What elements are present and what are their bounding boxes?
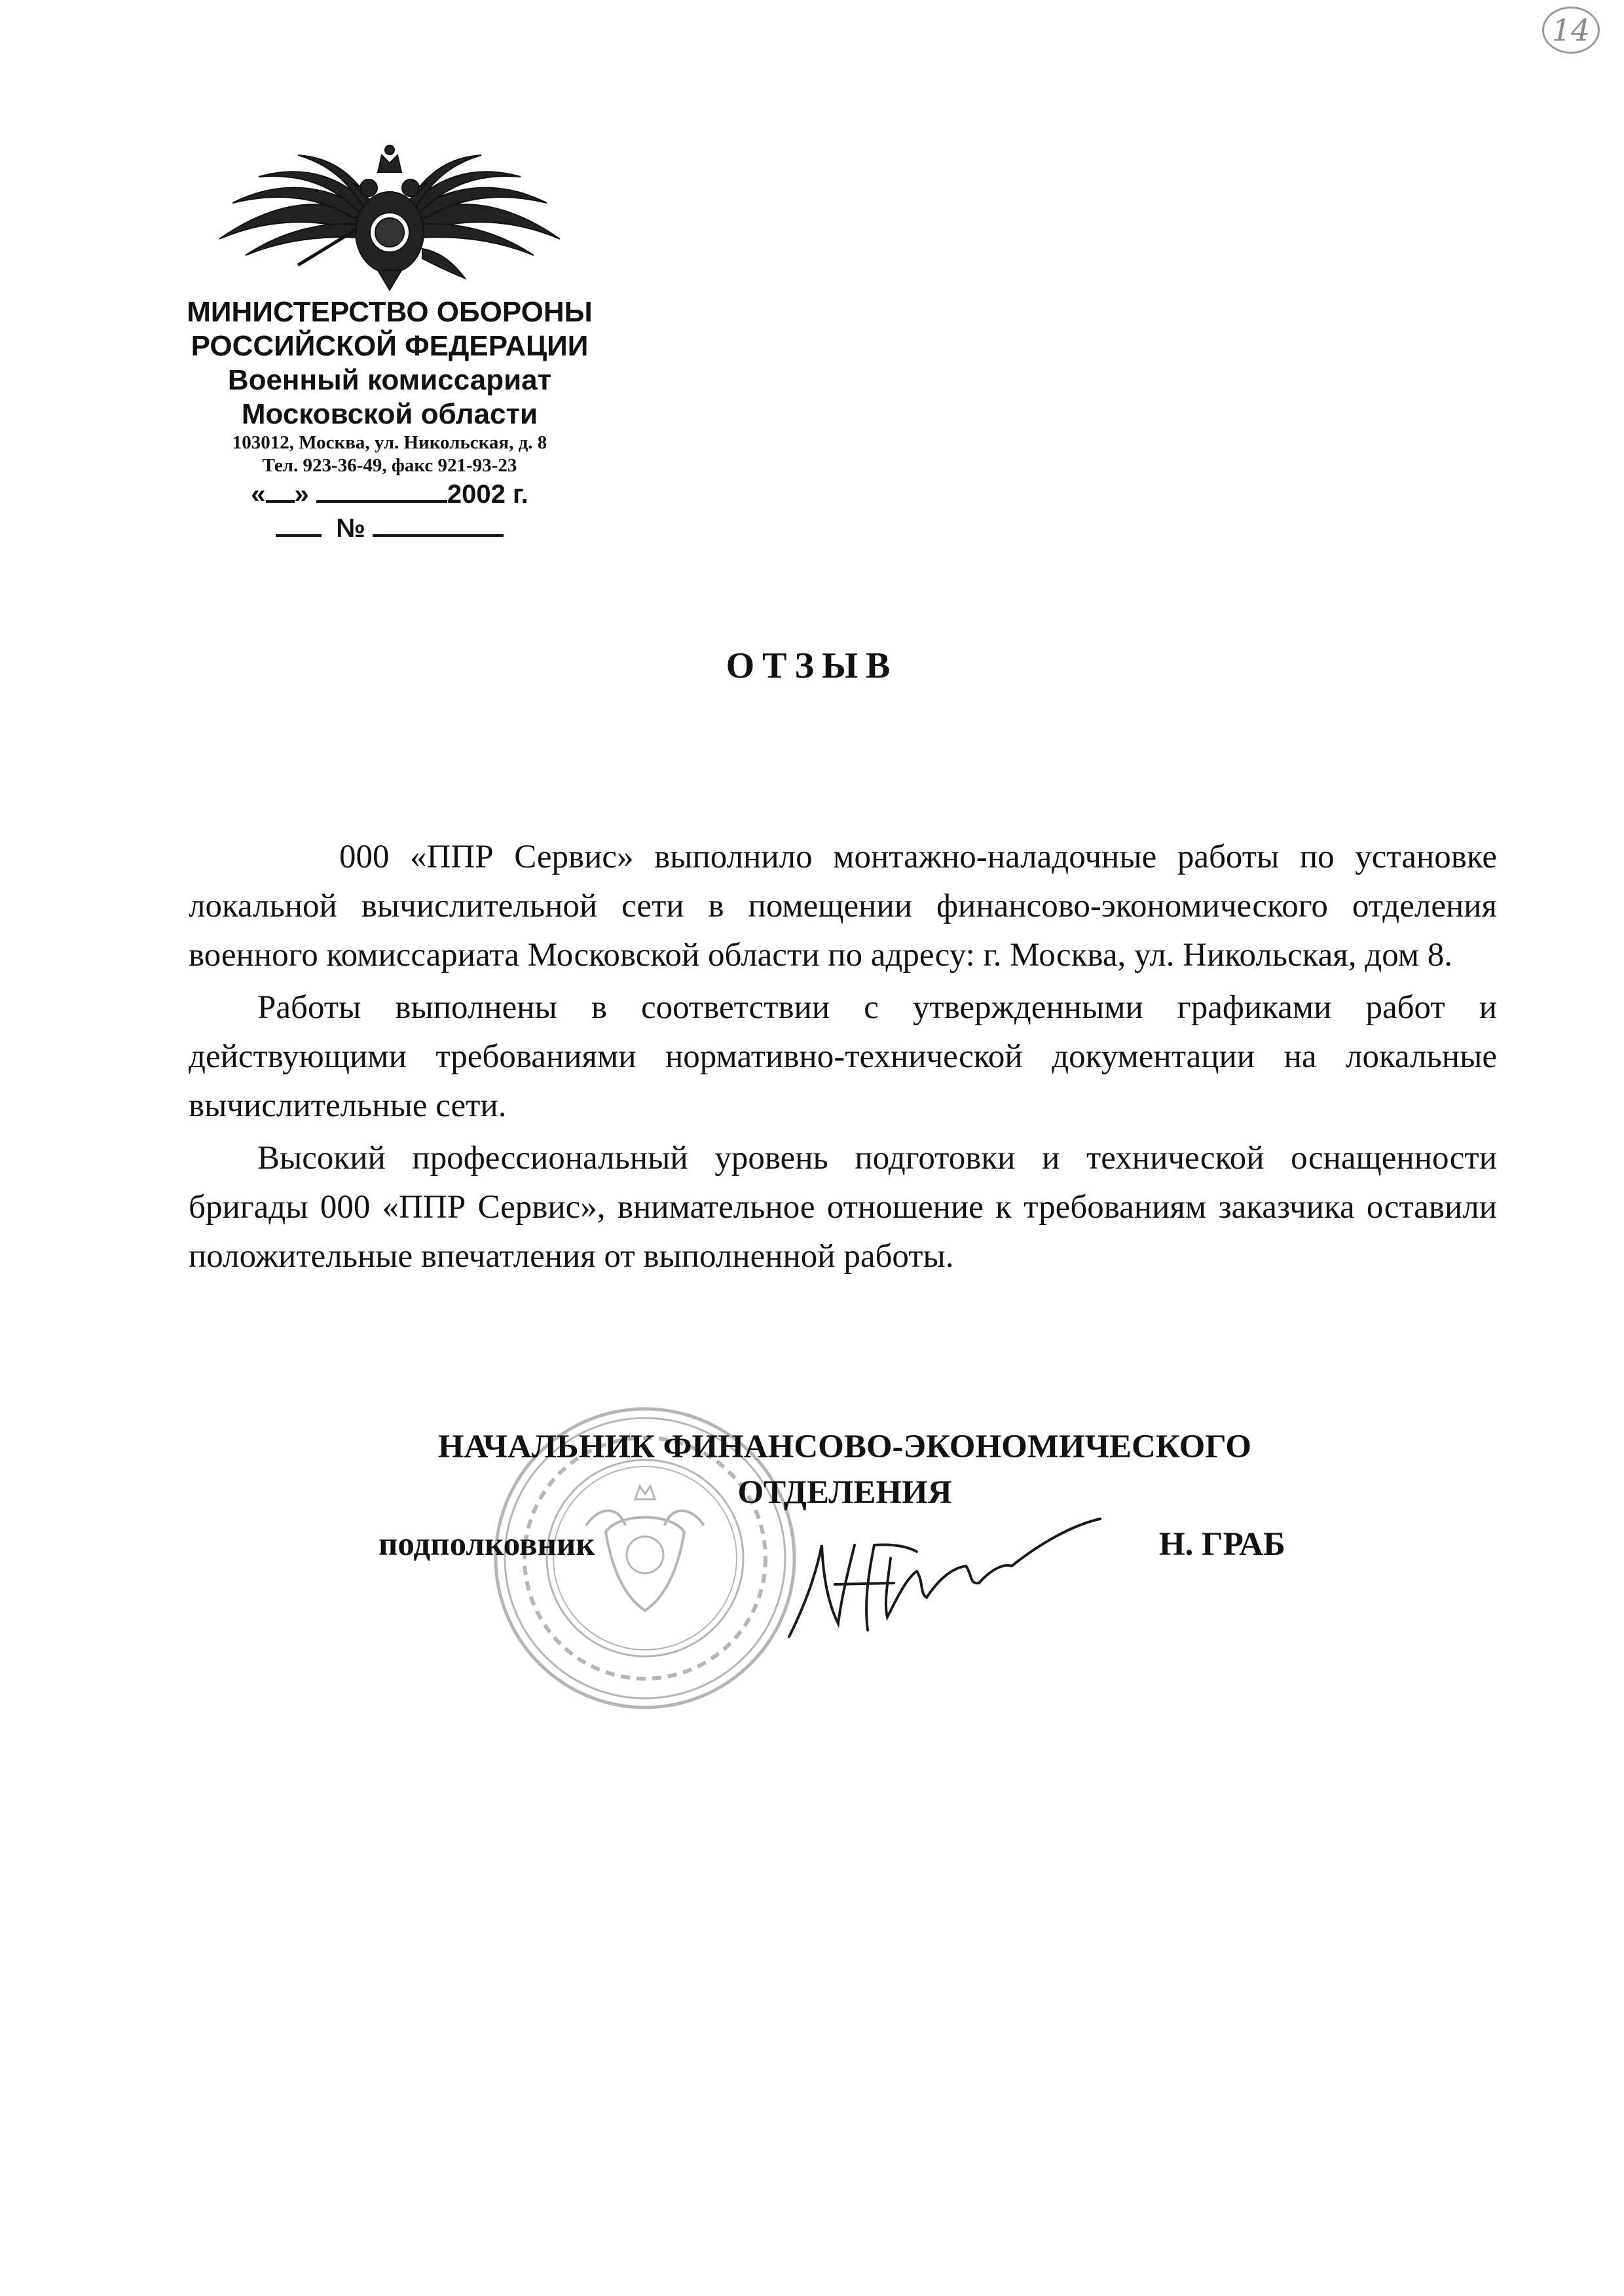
index-blank	[276, 515, 322, 537]
date-quote-close: »	[294, 480, 309, 509]
signatory-name: Н. ГРАБ	[1159, 1526, 1285, 1563]
number-line	[177, 511, 602, 545]
number-sign: №	[336, 514, 365, 543]
phone-fax: Тел. 923-36-49, факс 921-93-23	[262, 455, 517, 476]
position-line-2: ОТДЕЛЕНИЯ	[737, 1474, 952, 1511]
date-line	[177, 477, 602, 511]
body-paragraph-1: 000 «ППР Сервис» выполнило монтажно-наладочные работы по установке локальной вычислительной сети в помещении финансово-экономического отделения военного комиссариата Московской области по адресу: г. Москва, ул. Никольская, дом 8.	[189, 839, 1497, 974]
ministry-name-line2: РОССИЙСКОЙ ФЕДЕРАЦИИ	[191, 330, 589, 362]
body-paragraph-2: Работы выполнены в соответствии с утвержденными графиками работ и действующими требованиями нормативно-технической документации на локальные вычислительные сети.	[189, 989, 1497, 1124]
month-blank	[316, 481, 447, 503]
document-title: ОТЗЫВ	[726, 646, 898, 686]
ministry-name-line1: МИНИСТЕРСТВО ОБОРОНЫ	[187, 296, 593, 328]
date-quote-open: «	[251, 480, 266, 509]
organization-name-line2: Московской области	[241, 398, 538, 430]
number-blank	[373, 515, 504, 537]
double-headed-eagle-icon	[206, 141, 573, 291]
handwritten-signature	[776, 1506, 1103, 1656]
letterhead	[177, 141, 602, 545]
signatory-position	[373, 1424, 1316, 1516]
document-body	[189, 833, 1497, 1285]
page-number: 14	[1542, 7, 1600, 54]
organization-name-line1: Военный комиссариат	[227, 364, 552, 396]
signatory-rank: подполковник	[378, 1526, 595, 1563]
body-paragraph-3: Высокий профессиональный уровень подготовки и технической оснащенности бригады 000 «ППР Сервис», внимательное отношение к требованиям заказчика оставили положительные впечатления от выполненной работы.	[189, 1140, 1497, 1275]
date-year: 2002 г.	[447, 480, 528, 509]
position-line-1: НАЧАЛЬНИК ФИНАНСОВО-ЭКОНОМИЧЕСКОГО	[437, 1429, 1252, 1465]
day-blank	[266, 481, 295, 503]
address: 103012, Москва, ул. Никольская, д. 8	[232, 432, 547, 453]
